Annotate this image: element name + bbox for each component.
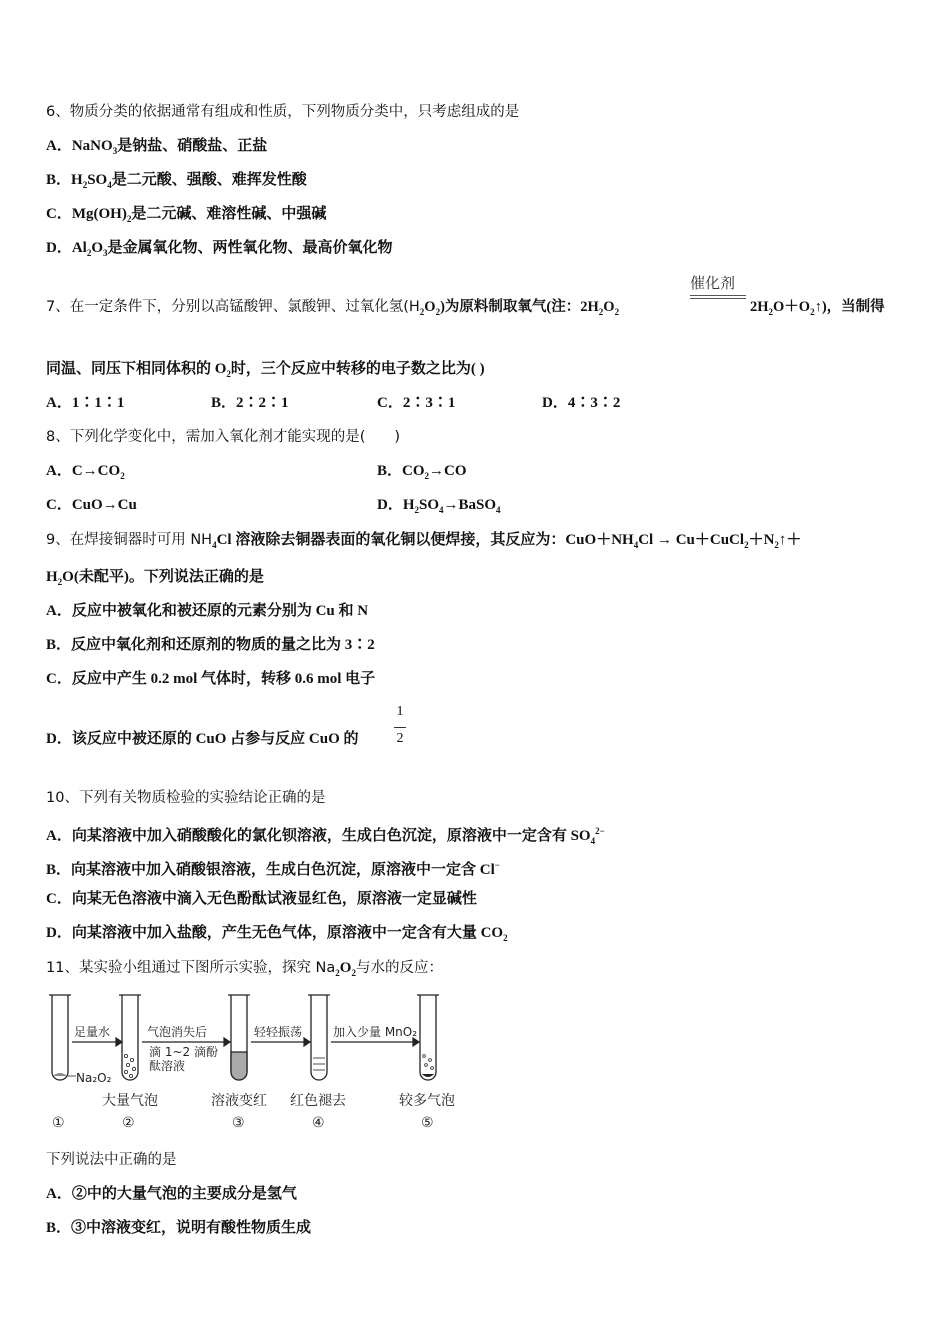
q8-option-c: C．CuO→Cu <box>46 497 137 513</box>
q11-option-a: A．②中的大量气泡的主要成分是氢气 <box>46 1186 297 1202</box>
step2-label-c: 酞溶液 <box>149 1059 186 1073</box>
q6-option-a: A．NaNO$_3$是钠盐、硝酸盐、正盐 <box>46 138 268 156</box>
fraction-numerator: 1 <box>396 704 404 719</box>
q6-option-d: D．$Al_2O_3$是金属氧化物、两性氧化物、最高价氧化物 <box>46 240 393 258</box>
step2-label-a: 气泡消失后 <box>147 1025 208 1039</box>
q8-option-d: D．$H_2SO_4\to BaSO_4$ <box>377 497 501 515</box>
equation-equals-sign <box>690 295 746 299</box>
q8-option-b: B．$CO_2\to CO$ <box>377 463 467 481</box>
q9-option-d: D．该反应中被还原的 CuO 占参与反应 CuO 的 <box>46 731 359 747</box>
q7-stem: 7、在一定条件下，分别以高锰酸钾、氯酸钾、过氧化氢$(H_2O_2)$为原料制取氧气(注：$2H_2O_2$ <box>46 299 620 317</box>
test-tube-1 <box>49 995 71 1080</box>
q9-option-b: B．反应中氧化剂和还原剂的物质的量之比为 3∶2 <box>46 637 375 653</box>
q6-option-b: B．$H_2SO_4$是二元酸、强酸、难挥发性酸 <box>46 172 307 190</box>
step-number-1: ① <box>52 1115 65 1131</box>
test-tube-4 <box>308 995 330 1080</box>
q10-stem: 10、下列有关物质检验的实验结论正确的是 <box>46 790 326 806</box>
caption-2: 大量气泡 <box>102 1093 158 1109</box>
q11-stem: 11、某实验小组通过下图所示实验，探究 $Na_2O_2$与水的反应： <box>46 960 443 978</box>
q7-option-d: D．4∶3∶2 <box>542 395 621 411</box>
q10-option-b: B．向某溶液中加入硝酸银溶液，生成白色沉淀，原溶液中一定含 Cl− <box>46 860 500 878</box>
q7-equation-right: $2H_2O+O_2↑$)，当制得 <box>750 299 885 317</box>
q9-stem-line2: $H_2O$(未配平)。下列说法正确的是 <box>46 569 264 587</box>
q11-option-b: B．③中溶液变红，说明有酸性物质生成 <box>46 1220 312 1236</box>
q10-option-a: A．向某溶液中加入硝酸酸化的氯化钡溶液，生成白色沉淀，原溶液中一定含有 $SO_4^{2-}$ <box>46 826 605 846</box>
reagent-label: Na₂O₂ <box>76 1071 112 1085</box>
step4-label: 加入少量 MnO₂ <box>333 1025 418 1039</box>
test-tube-3 <box>228 995 250 1080</box>
q9-option-c: C．反应中产生 0.2 mol 气体时，转移 0.6 mol 电子 <box>46 671 376 687</box>
step-number-2: ② <box>122 1115 135 1131</box>
test-tube-2 <box>119 995 141 1080</box>
fraction-denominator: 2 <box>396 731 404 746</box>
q11-question: 下列说法中正确的是 <box>46 1152 177 1168</box>
q7-option-a: A．1∶1∶1 <box>46 395 125 411</box>
q6-option-c: C．$Mg(OH)_2$是二元碱、难溶性碱、中强碱 <box>46 206 327 224</box>
step3-label: 轻轻振荡 <box>254 1025 303 1039</box>
step-number-3: ③ <box>232 1115 245 1131</box>
step2-label-b: 滴 1~2 滴酚 <box>149 1045 218 1059</box>
experiment-figure <box>44 990 474 1135</box>
step-number-5: ⑤ <box>421 1115 434 1131</box>
q8-stem: 8、下列化学变化中，需加入氧化剂才能实现的是( ) <box>46 429 401 445</box>
q8-option-a: A．$C\to CO_2$ <box>46 463 125 481</box>
q7-option-c: C．2∶3∶1 <box>377 395 456 411</box>
q6-stem: 6、物质分类的依据通常有组成和性质，下列物质分类中，只考虑组成的是 <box>46 104 520 120</box>
caption-4: 红色褪去 <box>290 1093 346 1109</box>
caption-5: 较多气泡 <box>399 1093 455 1109</box>
caption-3: 溶液变红 <box>211 1093 267 1109</box>
q10-option-d: D．向某溶液中加入盐酸，产生无色气体，原溶液中一定含有大量 $CO_2$ <box>46 925 508 943</box>
test-tube-5 <box>417 995 439 1080</box>
step-number-4: ④ <box>312 1115 325 1131</box>
q7-stem-line2: 同温、同压下相同体积的 $O_2$时，三个反应中转移的电子数之比为( ) <box>46 361 485 379</box>
catalyst-label: 催化剂 <box>690 276 736 292</box>
q9-stem: 9、在焊接铜器时可用 $NH_4Cl$ 溶液除去铜器表面的氧化铜以便焊接，其反应为：$CuO+NH_4Cl$ → $Cu+CuCl_2+N_2↑+$ <box>46 532 802 550</box>
q7-option-b: B．2∶2∶1 <box>211 395 289 411</box>
step1-label: 足量水 <box>74 1025 111 1039</box>
fraction-bar <box>394 727 406 728</box>
q10-option-c: C．向某无色溶液中滴入无色酚酞试液显红色，原溶液一定显碱性 <box>46 891 477 907</box>
q9-option-a: A．反应中被氧化和被还原的元素分别为 Cu 和 N <box>46 603 369 619</box>
